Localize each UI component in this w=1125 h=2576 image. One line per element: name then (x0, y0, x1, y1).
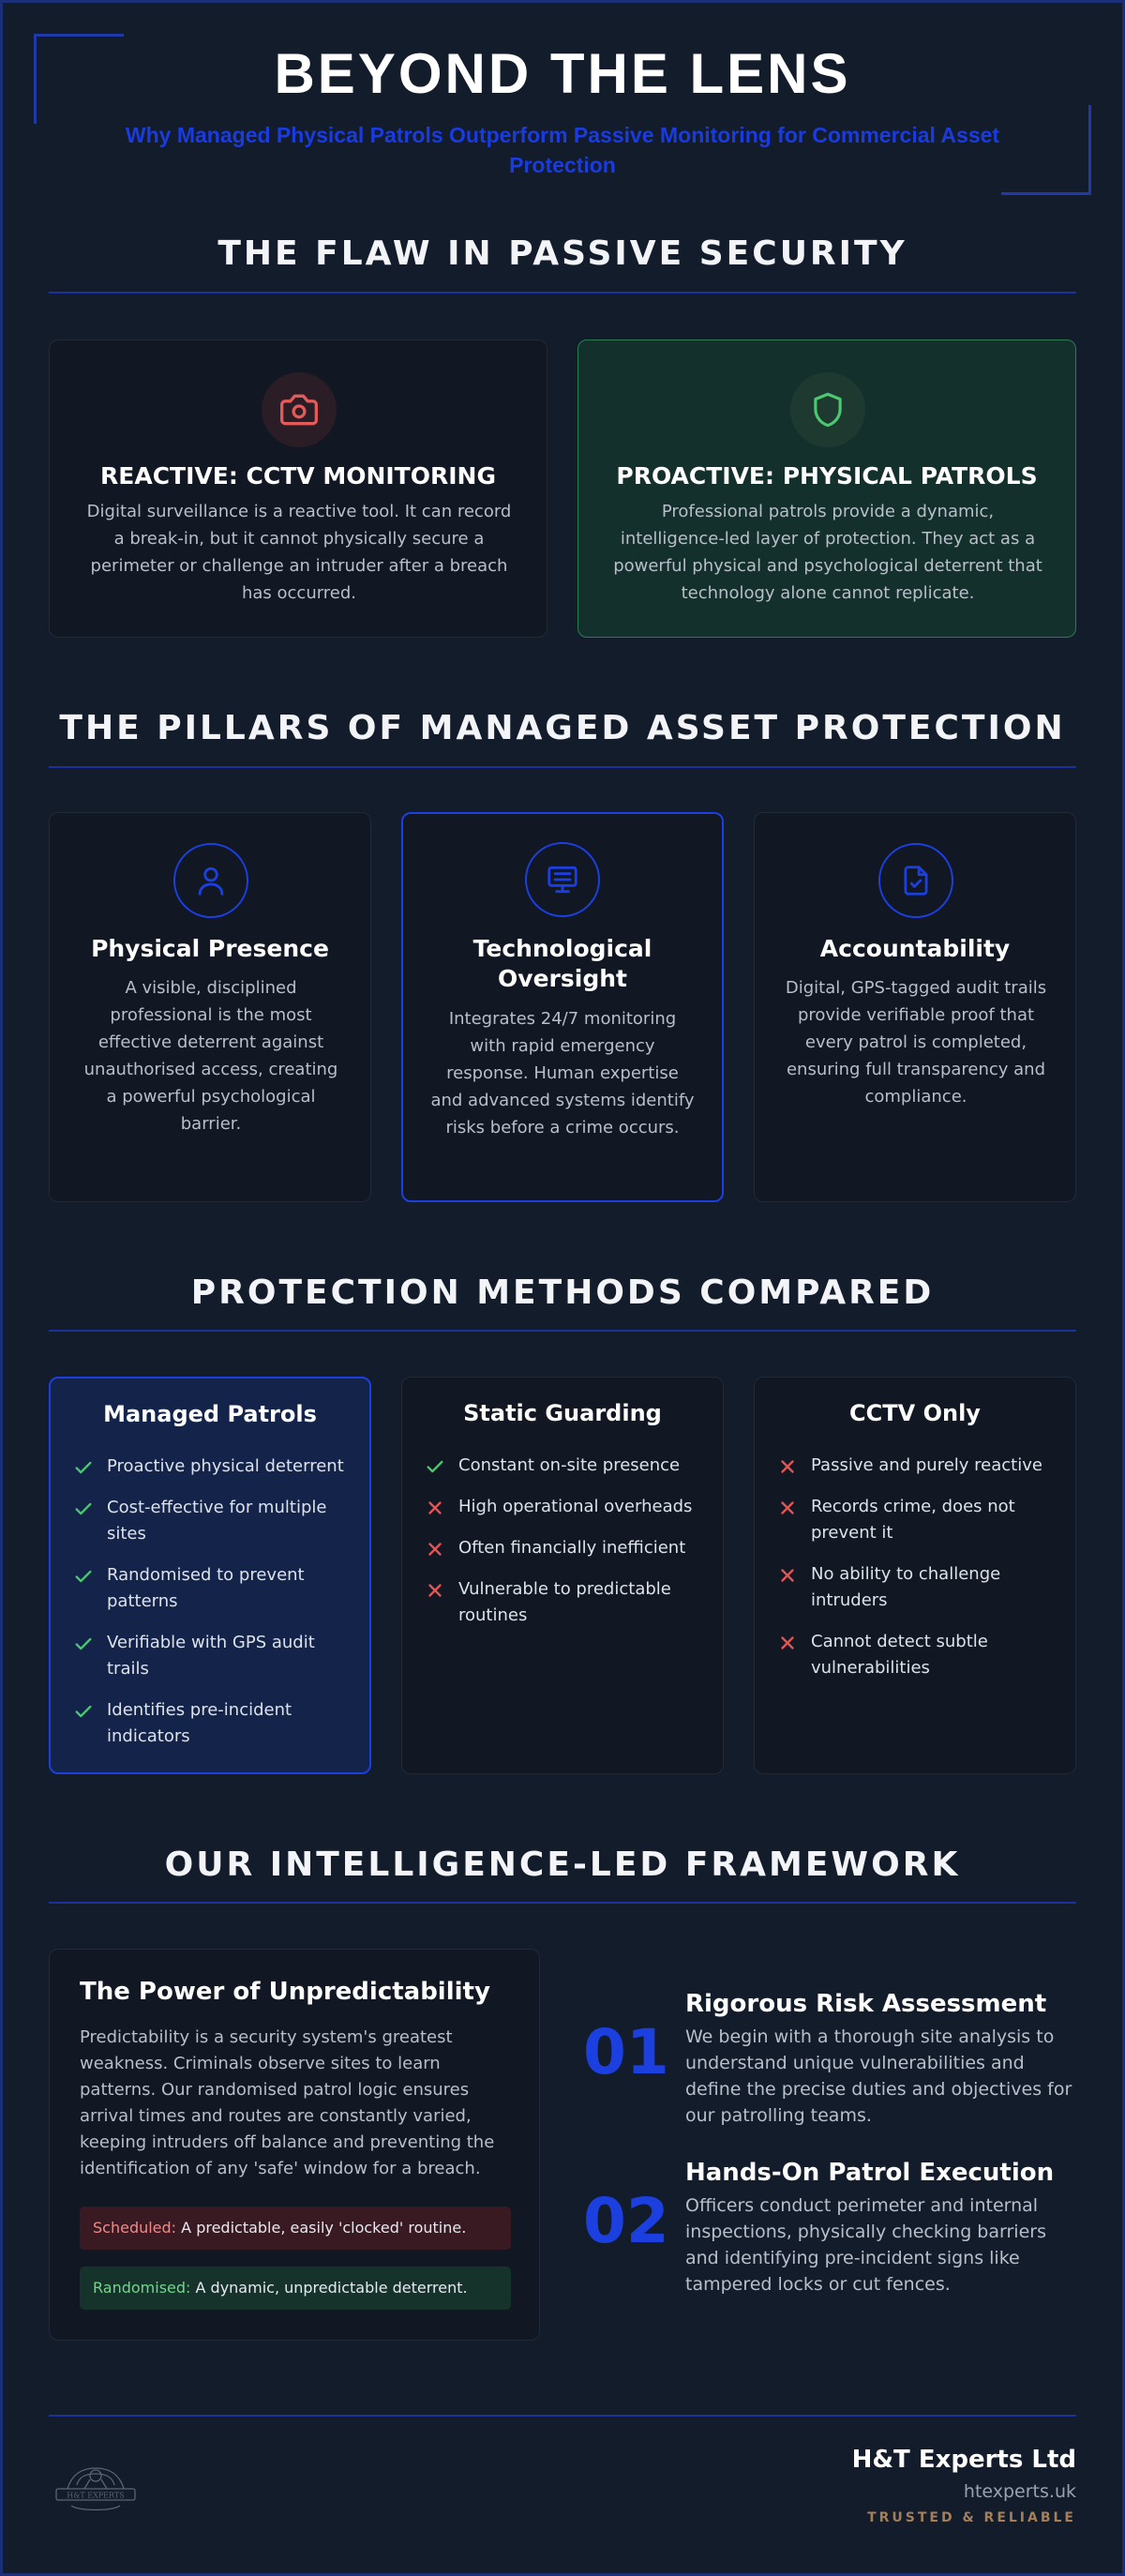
scheduled-callout (80, 2207, 511, 2250)
pillar-card-technology (401, 812, 724, 1202)
compare-item-text: No ability to challenge intruders (811, 1564, 1001, 1610)
check-icon (73, 1499, 94, 1519)
user-icon (173, 843, 248, 918)
card-heading: PROACTIVE: PHYSICAL PATROLS (616, 462, 1038, 490)
pillar-body: A visible, disciplined professional is the most effective deterrent against unauthorised access, creating a powerful psychological barrier. (83, 978, 338, 1134)
pillar-body: Digital, GPS-tagged audit trails provide verifiable proof that every patrol is completed, ensuring full transparency and compliance. (785, 978, 1047, 1107)
scheduled-text: A predictable, easily 'clocked' routine. (176, 2219, 467, 2237)
compare-item (777, 1629, 1064, 1681)
pillar-card-accountability (754, 812, 1076, 1202)
step-heading: Hands-On Patrol Execution (685, 2159, 1055, 2187)
section-divider (49, 1902, 1076, 1904)
cross-icon (777, 1498, 798, 1518)
cross-icon (777, 1565, 798, 1586)
check-icon (73, 1634, 94, 1654)
compare-item-text: Records crime, does not prevent it (811, 1497, 1015, 1543)
compare-column-static (401, 1377, 724, 1774)
compare-item (425, 1453, 712, 1479)
cross-icon (425, 1498, 445, 1518)
compare-item-text: Often financially inefficient (458, 1538, 686, 1558)
unpredictability-box (49, 1949, 540, 2341)
compare-item-text: Proactive physical deterrent (107, 1456, 344, 1476)
step-number: 01 (583, 2016, 669, 2088)
cross-icon (425, 1580, 445, 1601)
compare-item-text: Verifiable with GPS audit trails (107, 1633, 315, 1679)
patrols-card (578, 339, 1076, 638)
compare-item-text: Cost-effective for multiple sites (107, 1498, 327, 1544)
section-title-framework: OUR INTELLIGENCE-LED FRAMEWORK (164, 1845, 961, 1884)
card-body: Digital surveillance is a reactive tool. It can record a break-in, but it cannot physically secure a perimeter or challenge an intruder after a breach has occurred. (86, 502, 512, 603)
svg-text:H&T EXPERTS: H&T EXPERTS (67, 2491, 125, 2500)
compare-item-text: Identifies pre-incident indicators (107, 1700, 292, 1746)
compare-heading: Static Guarding (463, 1400, 662, 1426)
section-divider (49, 1330, 1076, 1332)
section-title-compare: PROTECTION METHODS COMPARED (190, 1273, 935, 1312)
compare-item (73, 1697, 358, 1750)
compare-item (425, 1535, 712, 1561)
compare-item-text: Vulnerable to predictable routines (458, 1579, 671, 1625)
compare-item (777, 1494, 1064, 1546)
compare-item (777, 1561, 1064, 1614)
compare-list (777, 1453, 1064, 1696)
randomised-text: A dynamic, unpredictable deterrent. (190, 2279, 468, 2297)
pillar-card-presence (49, 812, 371, 1202)
compare-item (73, 1454, 358, 1480)
cctv-card (49, 339, 548, 638)
compare-item (73, 1562, 358, 1615)
cross-icon (425, 1539, 445, 1559)
compare-list (73, 1454, 358, 1765)
compare-heading: Managed Patrols (103, 1401, 317, 1427)
card-body: Professional patrols provide a dynamic, intelligence-led layer of protection. They act as a powerful physical and psychological deterrent that technology alone cannot replicate. (613, 502, 1042, 603)
compare-column-managed (49, 1377, 371, 1774)
compare-heading: CCTV Only (849, 1400, 981, 1426)
compare-item (73, 1495, 358, 1547)
company-website[interactable]: htexperts.uk (963, 2481, 1076, 2502)
check-icon (73, 1701, 94, 1722)
check-icon (73, 1457, 94, 1478)
company-name: H&T Experts Ltd (851, 2446, 1076, 2474)
compare-column-cctv (754, 1377, 1076, 1774)
page-title: BEYOND THE LENS (274, 42, 851, 105)
compare-item (73, 1630, 358, 1682)
check-icon (425, 1456, 445, 1477)
compare-item-text: High operational overheads (458, 1497, 693, 1516)
compare-item (425, 1494, 712, 1520)
compare-item (425, 1576, 712, 1629)
compare-item-text: Constant on-site presence (458, 1455, 681, 1475)
step-body: We begin with a thorough site analysis to understand unique vulnerabilities and define the precise duties and objectives for our patrolling teams. (685, 2026, 1072, 2126)
section-divider (49, 766, 1076, 768)
compare-item (777, 1453, 1064, 1479)
step-heading: Rigorous Risk Assessment (685, 1990, 1047, 2018)
camera-icon (262, 372, 337, 447)
compare-item-text: Passive and purely reactive (811, 1455, 1042, 1475)
card-heading: REACTIVE: CCTV MONITORING (100, 462, 496, 490)
compare-item-text: Cannot detect subtle vulnerabilities (811, 1632, 988, 1678)
company-tagline: TRUSTED & RELIABLE (867, 2510, 1076, 2525)
compare-item-text: Randomised to prevent patterns (107, 1565, 305, 1611)
section-title-flaw: THE FLAW IN PASSIVE SECURITY (218, 234, 908, 273)
shield-icon (790, 372, 865, 447)
pillar-body: Integrates 24/7 monitoring with rapid emergency response. Human expertise and advanced systems identify risks before a crime occurs. (430, 1009, 695, 1137)
file-check-icon (878, 843, 953, 918)
cross-icon (777, 1633, 798, 1653)
pillar-heading: Accountability (819, 935, 1011, 962)
pillar-heading: Technological Oversight (472, 935, 652, 992)
box-body: Predictability is a security system's greatest weakness. Criminals observe sites to learn patterns. Our randomised patrol logic ensures arrival times and routes are constantly varied, keeping intruders off balance and preventing the identification of any 'safe' window for a breach. (80, 2027, 495, 2178)
check-icon (73, 1566, 94, 1587)
section-divider (49, 292, 1076, 294)
step-number: 02 (583, 2185, 669, 2257)
scheduled-label: Scheduled: (93, 2219, 177, 2237)
monitor-icon (525, 842, 600, 917)
randomised-label: Randomised: (93, 2279, 191, 2297)
pillar-heading: Physical Presence (91, 935, 329, 962)
box-heading: The Power of Unpredictability (80, 1978, 490, 2006)
step-body: Officers conduct perimeter and internal inspections, physically checking barriers and identifying pre-incident signs like tampered locks or cut fences. (685, 2195, 1046, 2295)
compare-list (425, 1453, 712, 1644)
cross-icon (777, 1456, 798, 1477)
company-logo (49, 2448, 142, 2523)
section-title-pillars: THE PILLARS OF MANAGED ASSET PROTECTION (59, 709, 1066, 747)
footer-divider (49, 2415, 1076, 2417)
randomised-callout (80, 2267, 511, 2310)
page-subtitle: Why Managed Physical Patrols Outperform Passive Monitoring for Commercial Asset Protection (125, 123, 1000, 177)
